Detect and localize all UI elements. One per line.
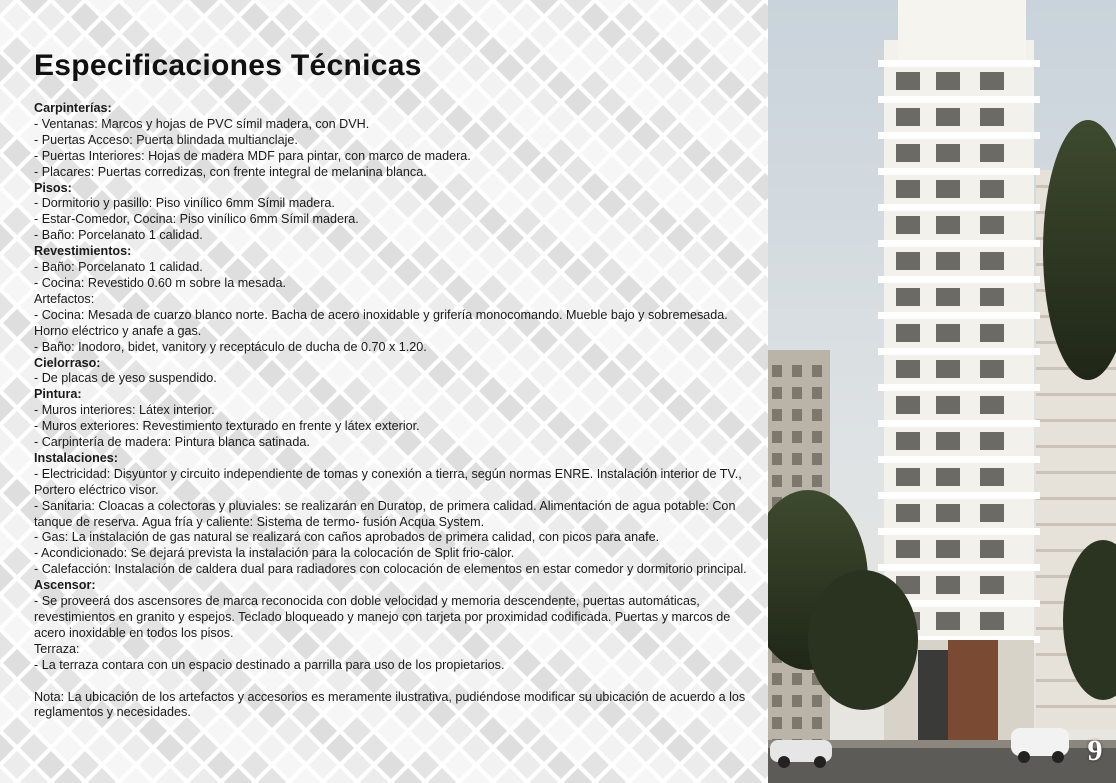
pattern-diamond [547,3,575,31]
section-heading: Terraza: [34,641,80,656]
pattern-diamond [3,683,31,711]
spec-item: - Sanitaria: Cloacas a colectoras y pluviales: se realizarán en Duratop, de primera calidad. Alimentación de agua potable: Con tanque de reserva. Agua fría y caliente: Sistema de termo- fusión Acqua System. [34,498,736,529]
pattern-diamond [54,734,82,762]
section-heading: Instalaciones: [34,450,118,465]
pattern-diamond [241,3,269,31]
spec-item: - Muros interiores: Látex interior. [34,403,215,418]
pattern-diamond [190,20,218,48]
pattern-diamond [326,20,354,48]
pattern-diamond [598,734,626,762]
pattern-diamond [3,445,31,473]
pattern-diamond [734,734,762,762]
pattern-diamond [326,734,354,762]
pattern-diamond [632,20,660,48]
pattern-diamond [3,479,31,507]
pattern-diamond [479,751,507,779]
pattern-diamond [190,734,218,762]
pattern-diamond [632,734,660,762]
section-heading: Revestimientos: [34,244,132,259]
spec-item: - Gas: La instalación de gas natural se realizará con caños aprobados de primera calidad, con picos para anafe. [34,530,660,545]
pattern-diamond [734,20,762,48]
pattern-diamond [139,751,167,779]
pattern-diamond [3,547,31,575]
disclaimer-note: Nota: La ubicación de los artefactos y accesorios es meramente ilustrativa, pudiéndose modificar su ubicación de acuerdo a los reglamentos y necesidades. [34,689,746,720]
spec-item: - Puertas Acceso: Puerta blindada multianclaje. [34,132,298,147]
spec-item: - Cocina: Revestido 0.60 m sobre la mesada. [34,275,286,290]
pattern-diamond [156,20,184,48]
pattern-diamond [3,751,31,779]
pattern-diamond [3,615,31,643]
pattern-diamond [3,343,31,371]
pattern-diamond [54,20,82,48]
pattern-diamond [258,20,286,48]
pattern-diamond [3,513,31,541]
spec-item: - Electricidad: Disyuntor y circuito independiente de tomas y conexión a tierra, según normas ENRE. Instalación interior de TV., Portero eléctrico visor. [34,466,742,497]
pattern-diamond [700,734,728,762]
section-heading: Artefactos: [34,291,95,306]
pattern-diamond [207,3,235,31]
section-heading: Carpinterías: [34,101,112,115]
pattern-diamond [3,581,31,609]
pattern-diamond [71,751,99,779]
spec-item: - Baño: Porcelanato 1 calidad. [34,228,203,243]
pattern-diamond [462,20,490,48]
pattern-diamond [445,751,473,779]
spec-item: - La terraza contara con un espacio destinado a parrilla para uso de los propietarios. [34,657,505,672]
pattern-diamond [3,309,31,337]
pattern-diamond [496,20,524,48]
spec-item: - Puertas Interiores: Hojas de madera MDF para pintar, con marco de madera. [34,148,471,163]
pattern-diamond [360,20,388,48]
pattern-diamond [3,139,31,167]
spec-item: - Baño: Inodoro, bidet, vanitory y receptáculo de ducha de 0.70 x 1.20. [34,339,427,354]
pattern-diamond [394,20,422,48]
pattern-diamond [71,3,99,31]
spec-item: - De placas de yeso suspendido. [34,371,217,386]
pattern-diamond [88,734,116,762]
pattern-diamond [3,411,31,439]
pattern-diamond [394,734,422,762]
spec-item: - Acondicionado: Se dejará prevista la instalación para la colocación de Split frio-calor. [34,546,515,561]
pattern-diamond [513,3,541,31]
pattern-diamond [717,751,745,779]
pattern-diamond [3,173,31,201]
spec-item: - Se proveerá dos ascensores de marca reconocida con doble velocidad y memoria descendente, puertas automáticas, revestimientos en granito y espejos. Teclado bloqueado y manejo con tarjeta por proximidad codificada. Puertas y marcos de acero inoxidable en todos los pisos. [34,594,731,640]
spec-item: - Muros exteriores: Revestimiento texturado en frente y látex exterior. [34,419,420,434]
pattern-diamond [309,751,337,779]
spec-item: - Baño: Porcelanato 1 calidad. [34,260,203,275]
pattern-diamond [241,751,269,779]
pattern-diamond [3,275,31,303]
pattern-diamond [275,751,303,779]
pattern-diamond [479,3,507,31]
pattern-diamond [411,751,439,779]
pattern-diamond [666,734,694,762]
pattern-diamond [564,734,592,762]
pattern-diamond [3,3,31,31]
pattern-diamond [105,3,133,31]
pattern-diamond [3,207,31,235]
spec-content [34,48,759,721]
pattern-diamond [581,3,609,31]
pattern-diamond [598,20,626,48]
section-heading: Ascensor: [34,578,96,593]
pattern-diamond [3,241,31,269]
pattern-diamond [377,3,405,31]
pattern-diamond [683,3,711,31]
pattern-diamond [173,3,201,31]
pattern-diamond [428,734,456,762]
pattern-diamond [139,3,167,31]
pattern-diamond [122,20,150,48]
pattern-diamond [3,717,31,745]
pattern-diamond [496,734,524,762]
spec-item: - Ventanas: Marcos y hojas de PVC símil madera, con DVH. [34,116,370,131]
pattern-diamond [428,20,456,48]
section-heading: Pintura: [34,387,82,402]
pattern-diamond [105,751,133,779]
pattern-diamond [292,20,320,48]
pattern-diamond [224,20,252,48]
pattern-diamond [37,751,65,779]
pattern-diamond [309,3,337,31]
spec-item: - Placares: Puertas corredizas, con frente integral de melanina blanca. [34,164,427,179]
pattern-diamond [360,734,388,762]
pattern-diamond [173,751,201,779]
pattern-diamond [224,734,252,762]
pattern-diamond [377,751,405,779]
pattern-diamond [3,649,31,677]
pattern-diamond [649,3,677,31]
pattern-diamond [343,751,371,779]
page-title: Especificaciones Técnicas [34,49,422,82]
pattern-diamond [3,71,31,99]
pattern-diamond [258,734,286,762]
pattern-diamond [3,377,31,405]
section-heading: Cielorraso: [34,355,101,370]
pattern-diamond [411,3,439,31]
spec-item: - Calefacción: Instalación de caldera dual para radiadores con colocación de elementos en estar comedor y dormitorio principal. [34,562,747,577]
pattern-diamond [683,751,711,779]
building-rendering-photo [768,0,1116,783]
pattern-diamond [445,3,473,31]
pattern-diamond [275,3,303,31]
pattern-diamond [615,751,643,779]
pattern-diamond [615,3,643,31]
pattern-diamond [88,20,116,48]
pattern-diamond [530,20,558,48]
pattern-diamond [547,751,575,779]
spec-item: - Dormitorio y pasillo: Piso vinílico 6mm Símil madera. [34,196,335,211]
pattern-diamond [564,20,592,48]
pattern-diamond [530,734,558,762]
spacer [34,674,759,690]
pattern-diamond [20,734,48,762]
pattern-diamond [3,37,31,65]
pattern-diamond [462,734,490,762]
pattern-diamond [37,3,65,31]
pattern-diamond [343,3,371,31]
spec-item: - Estar-Comedor, Cocina: Piso vinílico 6mm Símil madera. [34,212,359,227]
pattern-diamond [581,751,609,779]
pattern-diamond [292,734,320,762]
pattern-diamond [700,20,728,48]
pattern-diamond [20,20,48,48]
pattern-diamond [122,734,150,762]
pattern-diamond [649,751,677,779]
pattern-diamond [156,734,184,762]
pattern-diamond [3,105,31,133]
section-heading: Pisos: [34,180,72,195]
spec-item: - Cocina: Mesada de cuarzo blanco norte. Bacha de acero inoxidable y grifería monocomando. Mueble bajo y sobremesada. Horno eléctrico y anafe a gas. [34,307,728,338]
pattern-diamond [207,751,235,779]
pattern-diamond [717,3,745,31]
pattern-diamond [513,751,541,779]
spec-body [34,101,759,721]
pattern-diamond [666,20,694,48]
page-number: 9 [1087,734,1103,767]
spec-item: - Carpintería de madera: Pintura blanca satinada. [34,435,310,450]
